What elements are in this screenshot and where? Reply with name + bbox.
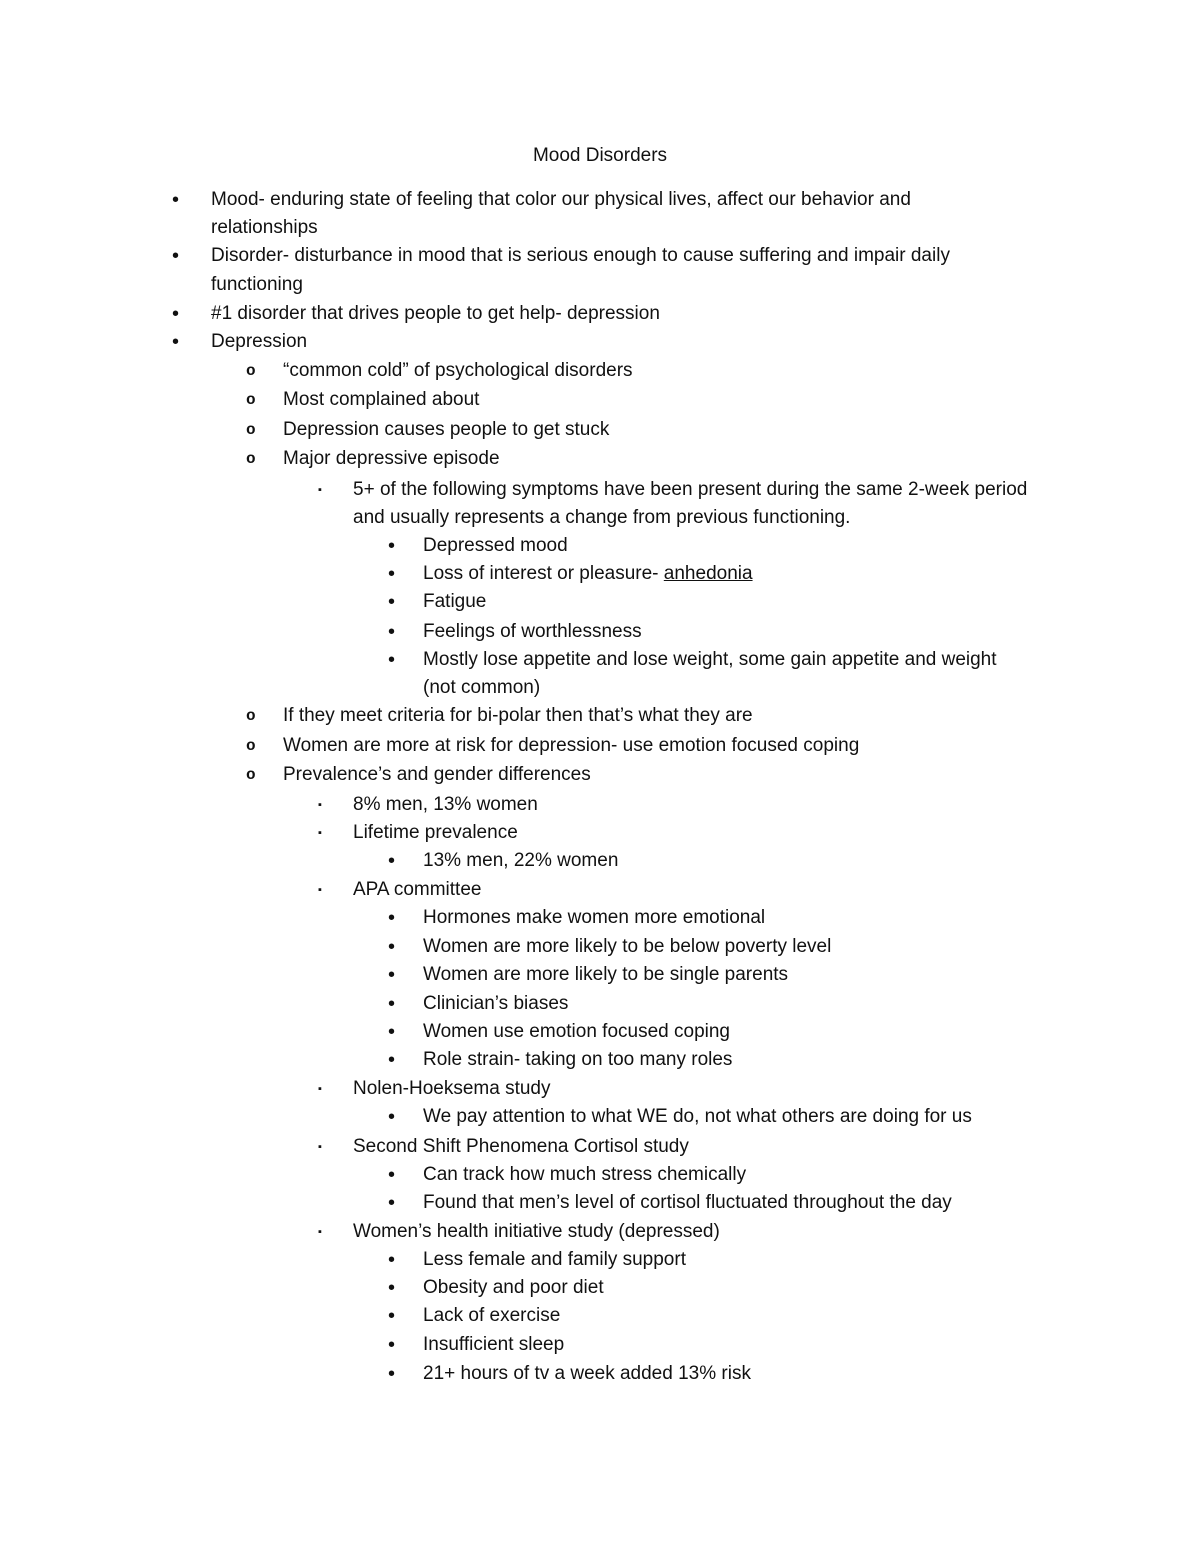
bullet-marker: o [246, 362, 256, 380]
list-item: Obesity and poor diet [423, 1277, 604, 1298]
list-item-continuation: and usually represents a change from previous functioning. [353, 507, 851, 528]
list-item: Second Shift Phenomena Cortisol study [353, 1136, 689, 1157]
bullet-marker: • [388, 850, 396, 872]
list-item: Disorder- disturbance in mood that is serious enough to cause suffering and impair daily [211, 245, 950, 266]
list-item: Women are more at risk for depression- use emotion focused coping [283, 735, 860, 756]
bullet-marker: • [388, 563, 396, 585]
bullet-marker: o [246, 766, 256, 784]
bullet-marker: • [388, 1021, 396, 1043]
list-item: Lifetime prevalence [353, 822, 518, 843]
bullet-marker: ▪ [318, 1083, 322, 1095]
list-item: “common cold” of psychological disorders [283, 360, 633, 381]
bullet-marker: • [172, 245, 180, 267]
bullet-marker: • [388, 1277, 396, 1299]
list-item-continuation: (not common) [423, 677, 541, 698]
list-item: Major depressive episode [283, 448, 500, 469]
list-item: Feelings of worthlessness [423, 621, 642, 642]
list-item: Women use emotion focused coping [423, 1021, 730, 1042]
list-item: 13% men, 22% women [423, 850, 619, 871]
bullet-marker: • [388, 535, 396, 557]
underlined-term: anhedonia [663, 563, 753, 584]
list-item: APA committee [353, 879, 482, 900]
list-item: Women are more likely to be below poverty level [423, 936, 832, 957]
bullet-marker: o [246, 391, 256, 409]
bullet-marker: • [172, 303, 180, 325]
bullet-marker: ▪ [318, 484, 322, 496]
list-item: 8% men, 13% women [353, 794, 538, 815]
bullet-marker: • [388, 1363, 396, 1385]
list-item: If they meet criteria for bi-polar then that’s what they are [283, 705, 753, 726]
list-item: Most complained about [283, 389, 480, 410]
list-item: Women’s health initiative study (depressed) [353, 1221, 720, 1242]
bullet-marker: ▪ [318, 884, 322, 896]
list-item: 5+ of the following symptoms have been present during the same 2-week period [353, 479, 1028, 500]
bullet-marker: • [172, 189, 180, 211]
bullet-marker: • [388, 936, 396, 958]
bullet-marker: o [246, 707, 256, 725]
list-item-text: Loss of interest or pleasure- [423, 563, 664, 584]
list-item: Prevalence’s and gender differences [283, 764, 591, 785]
bullet-marker: • [388, 1334, 396, 1356]
bullet-marker: ▪ [318, 827, 322, 839]
list-item: Mostly lose appetite and lose weight, some gain appetite and weight [423, 649, 997, 670]
bullet-marker: • [388, 964, 396, 986]
bullet-marker: • [388, 993, 396, 1015]
bullet-marker: ▪ [318, 1226, 322, 1238]
list-item: Less female and family support [423, 1249, 686, 1270]
bullet-marker: ▪ [318, 799, 322, 811]
bullet-marker: • [388, 1192, 396, 1214]
list-item: Depression [211, 331, 308, 352]
bullet-marker: o [246, 450, 256, 468]
list-item: Women are more likely to be single parents [423, 964, 789, 985]
list-item-continuation: functioning [211, 274, 303, 295]
bullet-marker: • [388, 1305, 396, 1327]
bullet-marker: • [388, 649, 396, 671]
list-item: Found that men’s level of cortisol fluctuated throughout the day [423, 1192, 952, 1213]
bullet-marker: • [388, 1249, 396, 1271]
bullet-marker: • [388, 1164, 396, 1186]
bullet-marker: • [388, 621, 396, 643]
bullet-marker: o [246, 737, 256, 755]
bullet-marker: • [172, 331, 180, 353]
list-item: Mood- enduring state of feeling that color our physical lives, affect our behavior and [211, 189, 911, 210]
bullet-marker: • [388, 1106, 396, 1128]
list-item: Depression causes people to get stuck [283, 419, 610, 440]
list-item: Role strain- taking on too many roles [423, 1049, 733, 1070]
list-item [423, 560, 753, 588]
page-title: Mood Disorders [532, 145, 668, 166]
bullet-marker: ▪ [318, 1141, 322, 1153]
bullet-marker: • [388, 591, 396, 613]
list-item: Depressed mood [423, 535, 568, 556]
list-item: We pay attention to what WE do, not what others are doing for us [423, 1106, 972, 1127]
list-item: 21+ hours of tv a week added 13% risk [423, 1363, 751, 1384]
list-item: #1 disorder that drives people to get help- depression [211, 303, 660, 324]
bullet-marker: • [388, 1049, 396, 1071]
list-item: Fatigue [423, 591, 487, 612]
bullet-marker: o [246, 421, 256, 439]
bullet-marker: • [388, 907, 396, 929]
list-item: Clinician’s biases [423, 993, 569, 1014]
list-item: Nolen-Hoeksema study [353, 1078, 551, 1099]
list-item: Insufficient sleep [423, 1334, 565, 1355]
list-item: Lack of exercise [423, 1305, 561, 1326]
list-item: Hormones make women more emotional [423, 907, 766, 928]
list-item-continuation: relationships [211, 217, 318, 238]
list-item: Can track how much stress chemically [423, 1164, 747, 1185]
